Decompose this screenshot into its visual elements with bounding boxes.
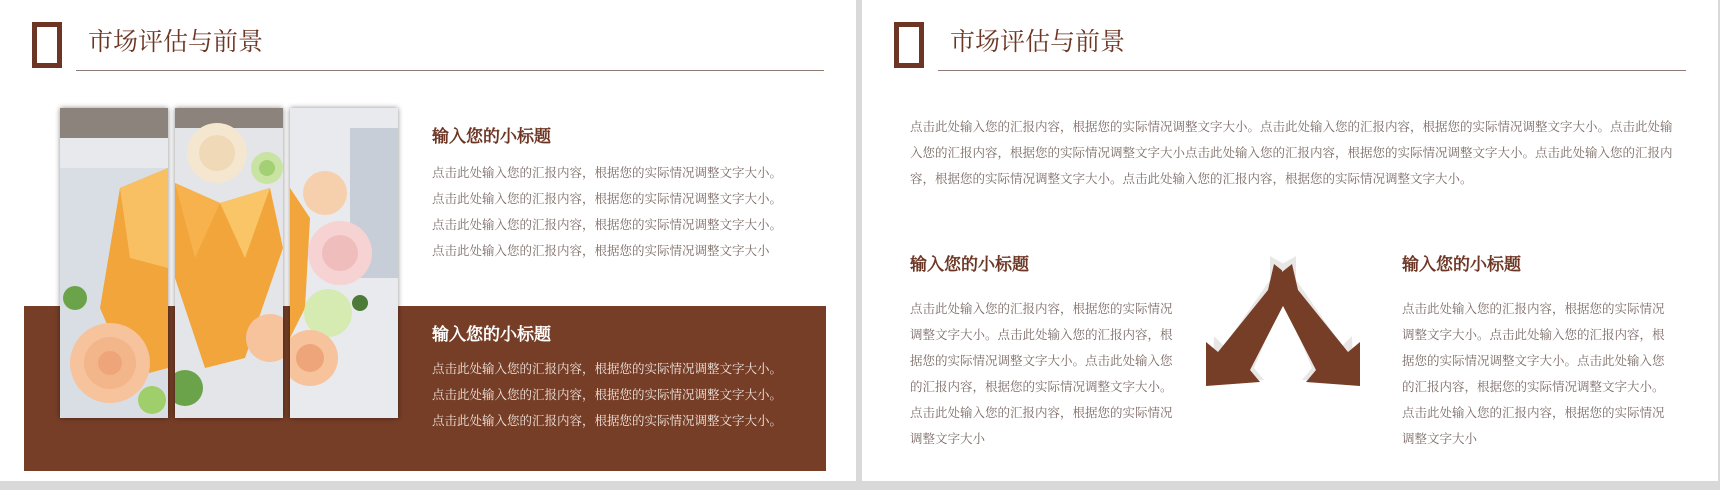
body-text-1: 点击此处输入您的汇报内容，根据您的实际情况调整文字大小。点击此处输入您的汇报内容，根据您的实际情况调整文字大小。点击此处输入您的汇报内容，根据您的实际情况调整文字大小。点击此处输入您的汇报内容，根据您的实际情况调整文字大小 bbox=[432, 165, 783, 258]
body-text-2: 点击此处输入您的汇报内容，根据您的实际情况调整文字大小。点击此处输入您的汇报内容，根据您的实际情况调整文字大小。点击此处输入您的汇报内容，根据您的实际情况调整文字大小。 bbox=[432, 361, 783, 428]
subtitle-1: 输入您的小标题 bbox=[432, 127, 551, 147]
photo-strip-1 bbox=[60, 108, 168, 418]
subtitle-left: 输入您的小标题 bbox=[910, 255, 1029, 275]
photo-strip-2 bbox=[175, 108, 283, 418]
slide-title: 市场评估与前景 bbox=[88, 27, 264, 56]
body-text-right: 点击此处输入您的汇报内容，根据您的实际情况调整文字大小。点击此处输入您的汇报内容，根据您的实际情况调整文字大小。点击此处输入您的汇报内容，根据您的实际情况调整文字大小。点击此处输入您的汇报内容，根据您的实际情况调整文字大小 bbox=[1402, 301, 1665, 446]
title-divider bbox=[938, 70, 1686, 71]
subtitle-right: 输入您的小标题 bbox=[1402, 255, 1521, 275]
slide-title: 市场评估与前景 bbox=[950, 27, 1126, 56]
subtitle-2: 输入您的小标题 bbox=[432, 325, 551, 345]
body-text-left: 点击此处输入您的汇报内容，根据您的实际情况调整文字大小。点击此处输入您的汇报内容，根据您的实际情况调整文字大小。点击此处输入您的汇报内容，根据您的实际情况调整文字大小。点击此处输入您的汇报内容，根据您的实际情况调整文字大小 bbox=[910, 301, 1173, 446]
title-frame-icon bbox=[32, 22, 62, 68]
title-divider bbox=[76, 70, 824, 71]
title-frame-icon bbox=[894, 22, 924, 68]
intro-text: 点击此处输入您的汇报内容，根据您的实际情况调整文字大小。点击此处输入您的汇报内容，根据您的实际情况调整文字大小。点击此处输入您的汇报内容，根据您的实际情况调整文字大小点击此处输入您的汇报内容，根据您的实际情况调整文字大小。点击此处输入您的汇报内容，根据您的实际情况调整文字大小。点击此处输入您的汇报内容，根据您的实际情况调整文字大小。 bbox=[910, 119, 1673, 186]
slide-left bbox=[0, 0, 856, 481]
slide-right bbox=[862, 0, 1718, 481]
double-arrow-icon bbox=[1194, 250, 1394, 424]
photo-strip-3 bbox=[290, 108, 398, 418]
